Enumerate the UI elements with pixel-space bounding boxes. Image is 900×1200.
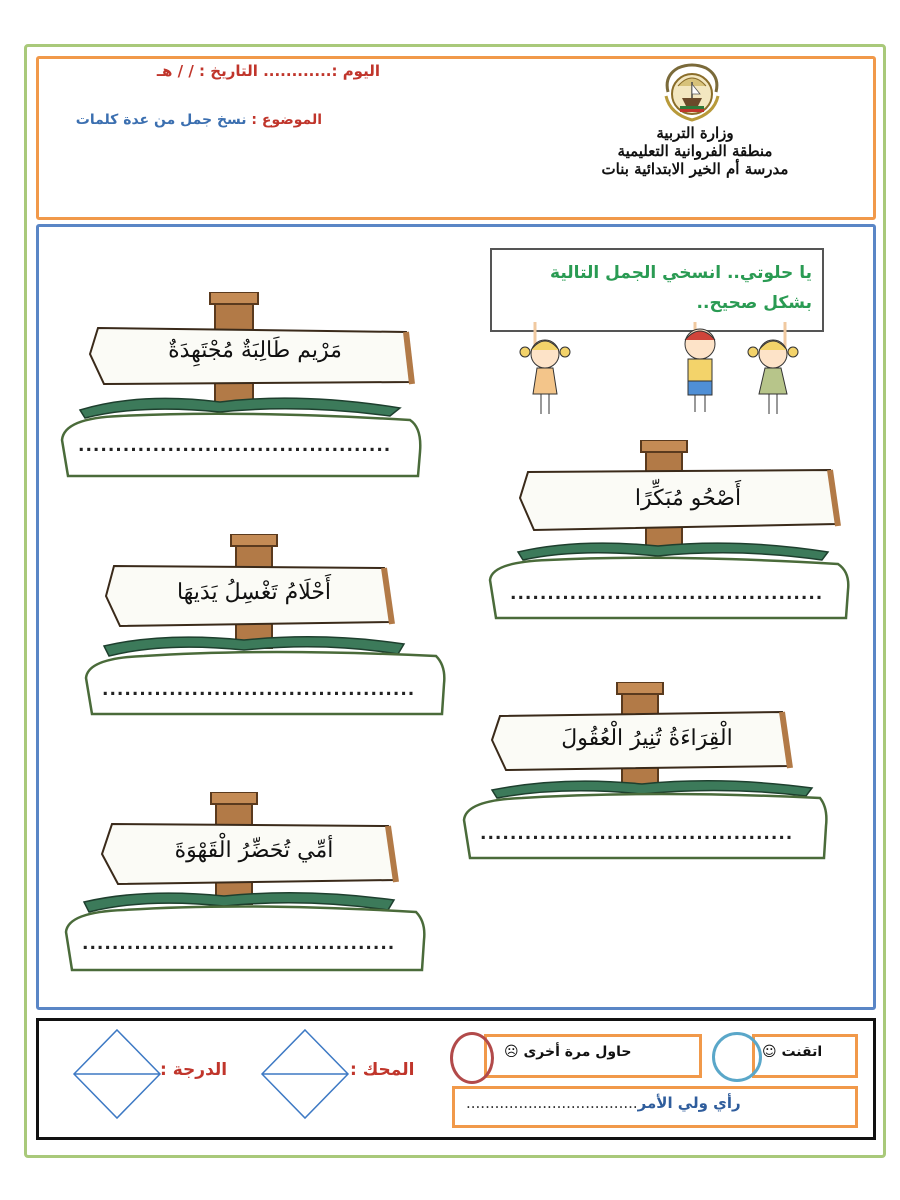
instruction-banner	[490, 248, 824, 332]
grade-label: الدرجة :	[160, 1060, 228, 1080]
mihak-diamond-icon[interactable]	[260, 1028, 350, 1120]
sign-5	[64, 792, 430, 974]
answer-line-2[interactable]: ..........................................	[510, 584, 824, 604]
sign-2	[488, 440, 854, 620]
parent-label: رأي ولي الأمر	[637, 1094, 741, 1112]
grade-diamond-icon[interactable]	[72, 1028, 162, 1120]
answer-line-3[interactable]: ..........................................	[102, 680, 416, 700]
sign-1	[60, 292, 426, 482]
date-line: اليوم :............ التاريخ : / / هـ	[156, 62, 380, 80]
sentence-3: أَحْلَامُ تَغْسِلُ يَدَيهَا	[176, 580, 332, 605]
school-info	[585, 124, 805, 178]
sentence-1: مَرْيم طَالِبَةٌ مُجْتَهِدَةٌ	[168, 338, 342, 363]
kids-illustration	[505, 322, 805, 422]
try-again-circle[interactable]	[450, 1032, 494, 1084]
excellent-circle[interactable]	[712, 1032, 762, 1082]
sign-4	[462, 682, 842, 862]
instruction-text	[502, 258, 812, 318]
sentence-4: الْقِرَاءَةُ تُنِيرُ الْعُقُولَ	[561, 726, 733, 751]
school-name: مدرسة أم الخير الابتدائية بنات	[601, 160, 789, 178]
answer-line-5[interactable]: ..........................................	[82, 934, 396, 954]
answer-line-1[interactable]: ..........................................	[78, 436, 392, 456]
sentence-5: أمِّي تُحَضِّرُ الْقَهْوَةَ	[174, 838, 334, 863]
parent-opinion-label[interactable]	[466, 1094, 741, 1112]
region-name: منطقة الفروانية التعليمية	[617, 142, 773, 160]
ministry-name: وزارة التربية	[656, 124, 734, 142]
subject-label: الموضوع :	[246, 112, 322, 128]
instruction-line-1: يا حلوتي.. انسخي الجمل التالية	[550, 263, 812, 283]
sentence-2: أَصْحُو مُبَكِّرًا	[634, 486, 742, 511]
subject-value: نسخ جمل من عدة كلمات	[75, 112, 247, 128]
answer-line-4[interactable]: ..........................................	[480, 824, 794, 844]
sign-3	[84, 534, 450, 718]
mihak-label: المحك :	[350, 1060, 415, 1080]
try-again-label: حاول مرة أخرى ☹	[504, 1044, 632, 1060]
instruction-line-2: بشكل صحيح..	[696, 293, 812, 313]
excellent-label: اتقنت ☺	[762, 1044, 823, 1060]
subject-line	[76, 112, 322, 128]
parent-dots: ....................................	[466, 1094, 638, 1112]
kuwait-emblem-icon	[660, 62, 724, 124]
